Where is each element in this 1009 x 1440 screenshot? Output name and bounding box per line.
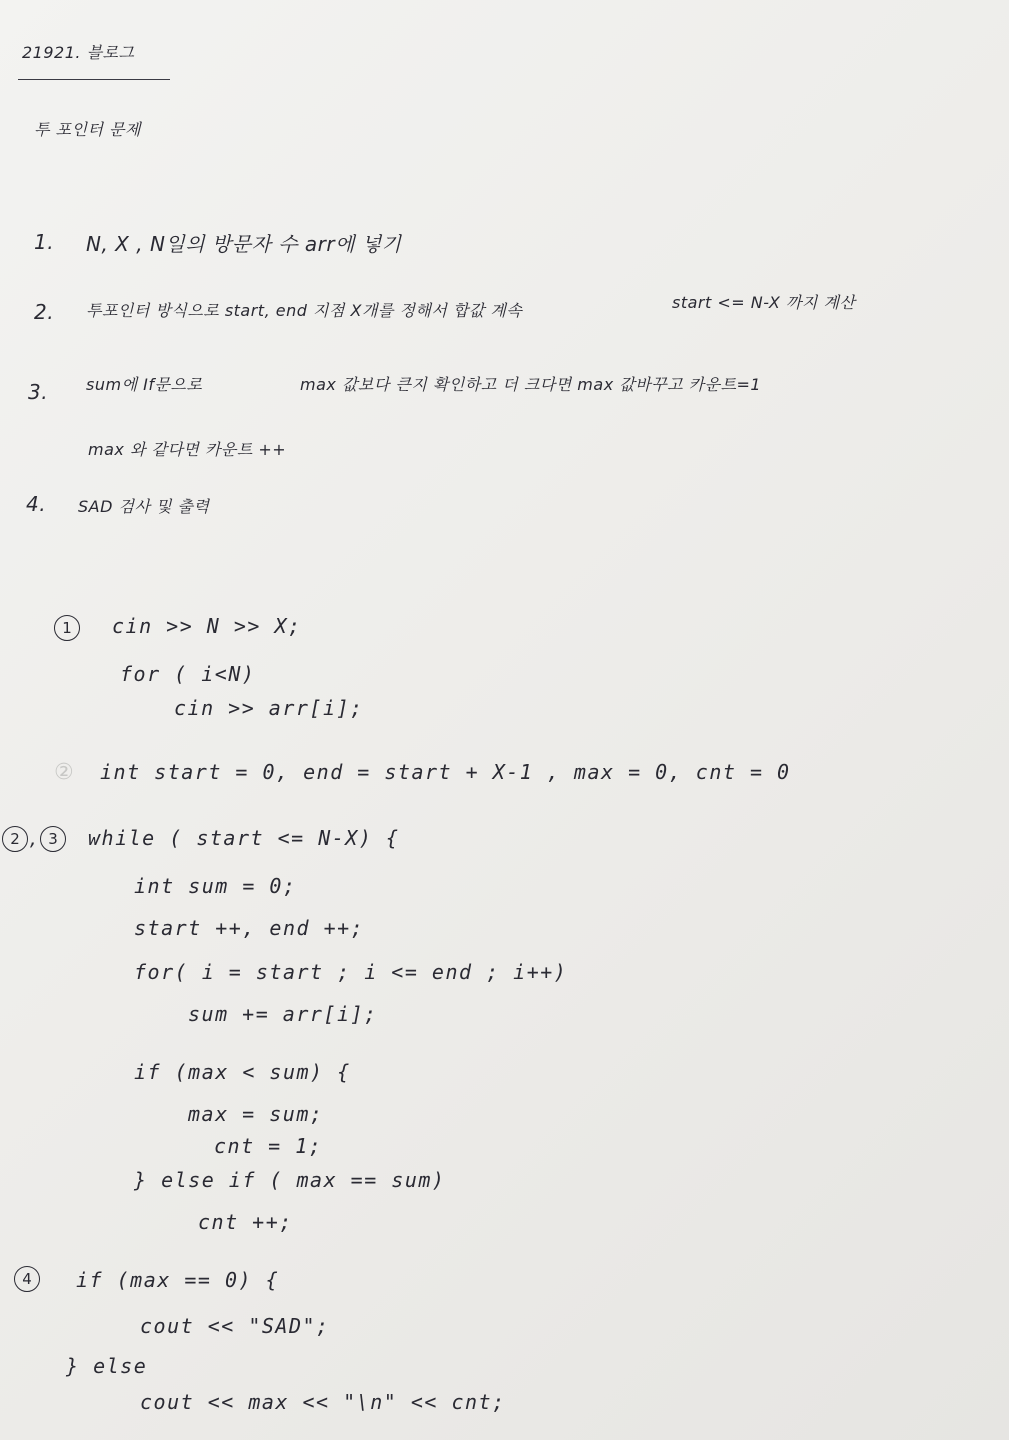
step-3-line2: max 와 같다면 카운트 ++ xyxy=(88,440,287,459)
code-line-max-assign: max = sum; xyxy=(188,1102,324,1126)
code-line-cout-sad: cout << "SAD"; xyxy=(140,1314,330,1338)
step-3-number: 3. xyxy=(28,380,49,404)
code-line-else: } else xyxy=(66,1354,148,1378)
code-line-cout-result: cout << max << "\n" << cnt; xyxy=(140,1390,506,1414)
step-4-number: 4. xyxy=(26,492,47,516)
code-line-sum-init: int sum = 0; xyxy=(134,874,297,898)
marker-comma: , xyxy=(30,826,37,850)
code-line-while: while ( start <= N-X) { xyxy=(88,826,400,850)
code-line-if-sad: if (max == 0) { xyxy=(76,1268,280,1292)
marker-3: 3 xyxy=(40,826,66,852)
step-2-text: 투포인터 방식으로 start, end 지점 X개를 정해서 합값 계속 xyxy=(86,301,523,320)
step-2-extra: start <= N-X 까지 계산 xyxy=(672,293,856,312)
problem-category: 투 포인터 문제 xyxy=(34,120,141,139)
marker-1: 1 xyxy=(54,615,80,641)
code-line-cnt-inc: cnt ++; xyxy=(198,1210,293,1234)
step-2-number: 2. xyxy=(34,300,55,324)
code-line-init: int start = 0, end = start + X-1 , max = 0, cnt = 0 xyxy=(100,760,791,784)
code-line-else-if: } else if ( max == sum) xyxy=(134,1168,446,1192)
code-line-for-input: for ( i<N) xyxy=(120,662,256,686)
marker-2-faint: ② xyxy=(54,760,75,785)
step-3-extra: max 값보다 큰지 확인하고 더 크다면 max 값바꾸고 카운트=1 xyxy=(300,375,762,394)
code-line-cnt-reset: cnt = 1; xyxy=(214,1134,323,1158)
marker-2: 2 xyxy=(2,826,28,852)
title-underline xyxy=(18,79,170,80)
code-line-sum-add: sum += arr[i]; xyxy=(188,1002,378,1026)
step-1-number: 1. xyxy=(34,230,55,254)
marker-4: 4 xyxy=(14,1266,40,1292)
code-line-if-max: if (max < sum) { xyxy=(134,1060,351,1084)
code-line-increment: start ++, end ++; xyxy=(134,916,365,940)
code-line-cin-arr: cin >> arr[i]; xyxy=(174,696,364,720)
step-1-text: N, X , N일의 방문자 수 arr에 넣기 xyxy=(86,232,402,256)
code-line-cin: cin >> N >> X; xyxy=(112,614,302,638)
page-title: 21921. 블로그 xyxy=(22,43,135,62)
step-3-text: sum에 If문으로 xyxy=(86,375,203,394)
code-line-for-sum: for( i = start ; i <= end ; i++) xyxy=(134,960,568,984)
step-4-text: SAD 검사 및 출력 xyxy=(78,497,210,516)
